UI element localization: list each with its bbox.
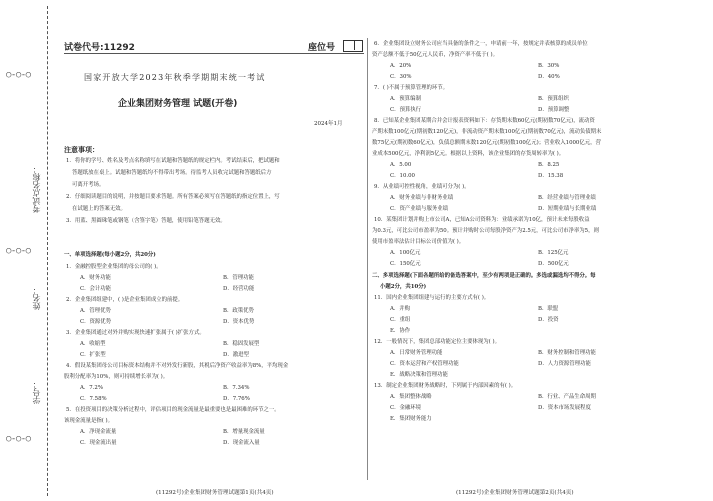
option: C．7.58% xyxy=(80,396,107,402)
option: C．金融环境 xyxy=(390,405,422,411)
note-line: 1．将你的学号、姓名及考点名称填写在试题和答题纸的规定栏内。考试结束后，把试题和 xyxy=(66,158,280,164)
question-stem: 9．从业绩可控性视角，业绩可分为( )。 xyxy=(374,184,470,190)
option: A．日常财务管理功能 xyxy=(390,350,443,356)
section-heading: 小题2分，共10分) xyxy=(380,284,427,290)
page-1-footer: (11292号)企业集团财务管理试题第1页(共4页) xyxy=(156,490,274,496)
question-stem: 10．某集团计划并购上市公司A，已知A公司资料为：业绩承诺为10亿，预计未来每股收益 xyxy=(374,217,590,223)
option: C．现金流出量 xyxy=(80,440,117,446)
question-stem: 13．制定企业集团财务战略时，下列属于内部因素的有( )。 xyxy=(374,383,517,389)
option: B．政策优势 xyxy=(223,308,254,314)
cut-line xyxy=(47,6,48,496)
option: A．并购 xyxy=(390,306,411,312)
option: D．15.38 xyxy=(538,173,564,179)
option: A．100亿元 xyxy=(390,250,421,256)
question-stem: 使用市盈率法估计目标公司价值为( )。 xyxy=(372,239,465,245)
question-stem: 5．在投资项目的决策分析过程中，评估项目的现金流量是最重要也是最困难的环节之一。 xyxy=(66,407,280,413)
question-stem: 业成本500亿元，净利润5亿元。根据以上资料，该企业集团的存货周转率为( )。 xyxy=(372,151,565,157)
option: D．40% xyxy=(538,74,560,80)
option: B．8.25 xyxy=(538,162,560,168)
option: A．7.2% xyxy=(80,385,103,391)
option: C．150亿元 xyxy=(390,261,421,267)
option: C．10.00 xyxy=(390,173,415,179)
note-line: 2．仔细阅读题目的说明，并按题目要求答题。所有答案必须写在答题纸的指定位置上，写 xyxy=(66,194,280,200)
option: B．联盟 xyxy=(538,306,559,312)
option: C．30% xyxy=(390,74,412,80)
question-stem: 7．( )不属于预算管理的环节。 xyxy=(374,85,449,91)
note-line: 在试题上的答案无效。 xyxy=(72,206,126,212)
question-stem: 3．企业集团通过对外并购实现快速扩张属于( )扩张方式。 xyxy=(66,330,205,336)
option: B．增量现金流量 xyxy=(223,429,265,435)
option: E．集团财务能力 xyxy=(390,416,432,422)
seat-label: 座位号 xyxy=(308,43,336,53)
option: D．现金流入量 xyxy=(223,440,260,446)
option: C．重组 xyxy=(390,317,411,323)
option: B．7.34% xyxy=(223,385,250,391)
binding-knot: ○-○-○ xyxy=(6,246,31,256)
option: A．净现金流量 xyxy=(80,429,117,435)
question-stem: 8．已知某企业集团某期合并会计报表资料如下：存货期末数60亿元(期初数70亿元)，流动资 xyxy=(374,118,595,124)
option: B．管理功能 xyxy=(223,275,254,281)
section-heading: 二、多项选择题(下面各题所给的备选答案中，至少有两项是正确的。多选或漏选均不得分。每 xyxy=(372,273,596,279)
exam-date: 2024年1月 xyxy=(314,121,343,127)
option: D．投资 xyxy=(538,317,559,323)
seat-number-box[interactable] xyxy=(343,40,363,52)
option: D．人力资源管理功能 xyxy=(538,361,591,367)
question-stem: 数75亿元(期初数60亿元)，负债总额期末数120亿元(期初数100亿元)；营业收入1000亿元，营 xyxy=(372,140,601,146)
column-divider xyxy=(367,38,368,480)
name-label: 姓名： xyxy=(32,286,41,310)
option: D．经营功能 xyxy=(223,286,255,292)
option: A．收缩型 xyxy=(80,341,106,347)
option: D．资本市场发展程度 xyxy=(538,405,591,411)
exam-site-label: 考试点名称： xyxy=(32,165,41,213)
question-stem: 股利分配率为10%，则可持续增长率为( )。 xyxy=(64,374,169,380)
option: A．管理优势 xyxy=(80,308,111,314)
option: D．7.76% xyxy=(223,396,250,402)
option: B．125亿元 xyxy=(538,250,569,256)
question-stem: 4．假设某集团母公司目标资本结构并不对外发行新股，其税后净资产收益率为8%，平均现金 xyxy=(66,363,289,369)
notes-heading: 注意事项： xyxy=(64,146,99,154)
option: A．5.00 xyxy=(390,162,412,168)
note-line: 3．用蓝、黑圆珠笔或钢笔（含签字笔）答题，使用铅笔答题无效。 xyxy=(66,218,226,224)
note-line: 可离开考场。 xyxy=(72,182,105,188)
binding-knot: ○-○-○ xyxy=(6,70,31,80)
page-2 xyxy=(370,0,708,501)
option: B．行业、产品生命周期 xyxy=(538,394,596,400)
option: A．20% xyxy=(390,63,412,69)
question-stem: 产期末数100亿元(期初数120亿元)，非流动资产期末数100亿元(期初数70亿元)，流动负债期末 xyxy=(372,129,602,135)
binding-sidebar xyxy=(0,0,52,501)
option: C．资产业绩与服务业绩 xyxy=(390,206,449,212)
option: A．财务功能 xyxy=(80,275,111,281)
exam-heading: 国家开放大学2023年秋季学期期末统一考试 xyxy=(84,73,266,82)
seat-box-divider xyxy=(354,40,355,50)
section-heading: 一、单项选择题(每小题2分，共20分) xyxy=(64,252,156,258)
option: C．预算执行 xyxy=(390,107,422,113)
question-stem: 2．企业集团组建中，( )是企业集团成立的前提。 xyxy=(66,297,184,303)
question-stem: 6．企业集团设立财务公司应当具备的条件之一，申请前一年，按规定并表核算的成员单位 xyxy=(374,41,588,47)
binding-knot: ○-○-○ xyxy=(6,434,31,444)
question-stem: 该现金流量是指( )。 xyxy=(64,418,114,424)
header-rule xyxy=(64,53,364,54)
option: D．预算调整 xyxy=(538,107,570,113)
option: B．经营业绩与管理业绩 xyxy=(538,195,596,201)
exam-title: 企业集团财务管理 试题(开卷) xyxy=(118,99,238,109)
question-stem: 11．国内企业集团组建与运行的主要方式有( )。 xyxy=(374,295,490,301)
question-stem: 资产总额不低于50亿元人民币，净资产率不低于( )。 xyxy=(372,52,498,58)
note-line: 答题纸放在桌上。试题和答题纸均不得带出考场。待监考人员收完试题和答题纸后方 xyxy=(72,170,272,176)
option: A．集团整体战略 xyxy=(390,394,432,400)
option: E．协作 xyxy=(390,328,411,334)
option: B．预算组织 xyxy=(538,96,569,102)
option: E．战略决策和管理功能 xyxy=(390,372,448,378)
option: C．资源优势 xyxy=(80,319,112,325)
student-id-label: 学号： xyxy=(32,380,41,404)
option: C．资本运营和产权管理功能 xyxy=(390,361,459,367)
option: C．会计功能 xyxy=(80,286,112,292)
option: D．500亿元 xyxy=(538,261,569,267)
page-1 xyxy=(58,0,366,501)
paper-code: 试卷代号:11292 xyxy=(64,43,135,53)
option: D．资本优势 xyxy=(223,319,255,325)
option: A．预算编制 xyxy=(390,96,421,102)
option: B．财务控制和管理功能 xyxy=(538,350,596,356)
option: C．扩张型 xyxy=(80,352,106,358)
option: B．稳固发展型 xyxy=(223,341,260,347)
option: B．30% xyxy=(538,63,560,69)
question-stem: 为0.3元，可比公司市盈率为50。预计并购时公司每股净资产为2.5元，可比公司市净率为5，则 xyxy=(372,228,599,234)
question-stem: 12．一般情况下，集团总部功能定位主要体现为( )。 xyxy=(374,339,500,345)
option: D．短期业绩与长期业绩 xyxy=(538,206,597,212)
option: D．激进型 xyxy=(223,352,249,358)
page-2-footer: (11292号)企业集团财务管理试题第2页(共4页) xyxy=(456,490,574,496)
question-stem: 1．金融控股型企业集团的母公司的( )。 xyxy=(66,264,162,270)
option: A．财务业绩与非财务业绩 xyxy=(390,195,454,201)
